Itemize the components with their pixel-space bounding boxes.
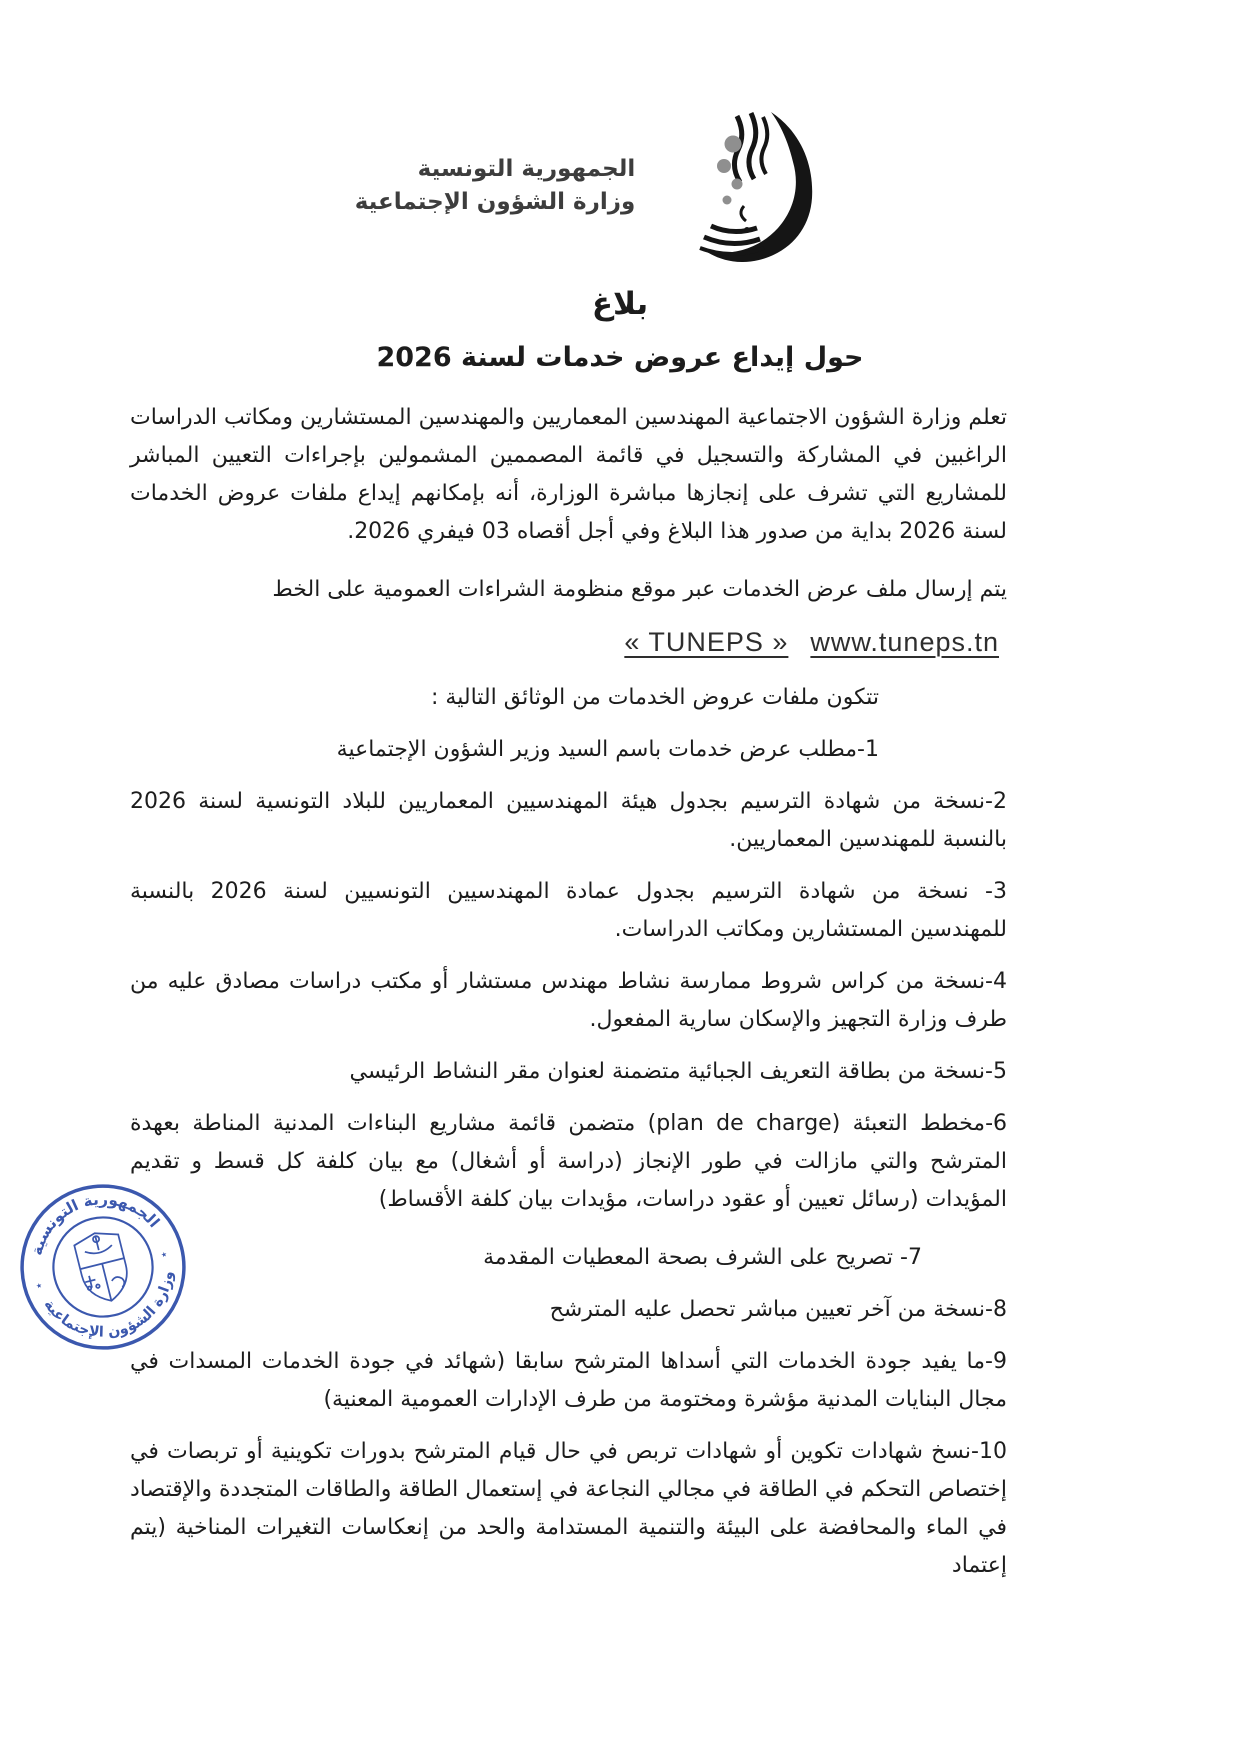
- letterhead-text: [355, 153, 636, 219]
- doc-item-10: 10-نسخ شهادات تكوين أو شهادات تربص في حال قيام المترشح بدورات تكوينية أو تربصات في إختصاص التحكم في الطاقة في مجالي النجاعة في إستعمال الطاقة والطاقات المتجددة والإقتصاد في الماء والمحافضة على البيئة والتنمية المستدامة والحد من إنعكاسات التغيرات المناخية (يتم إعتماد: [129, 1439, 1007, 1578]
- doc-item-3: 3- نسخة من شهادة الترسيم بجدول عمادة المهندسيين التونسيين لسنة 2026 بالنسبة للمهندسين المستشارين ومكاتب الدراسات.: [130, 879, 1007, 942]
- tuneps-url: www.tuneps.tn: [810, 627, 999, 657]
- ministry-name: وزارة الشؤون الإجتماعية: [354, 189, 636, 215]
- intro-paragraph: تعلم وزارة الشؤون الاجتماعية المهندسين المعماريين والمهندسين المستشارين ومكاتب الدراسات الراغبين في المشاركة والتسجيل في قائمة المصممين المشمولين بإجراءات التعيين المباشر للمشاريع التي تشرف على إنجازها مباشرة الوزارة، أنه بإمكانهم إيداع ملفات عروض الخدمات لسنة 2026 بداية من صدور هذا البلاغ وفي أجل أقصاه 03 فيفري 2026.: [130, 405, 1007, 544]
- tuneps-label: « TUNEPS »: [624, 627, 789, 657]
- document-body: [0, 399, 1240, 1585]
- submission-line: يتم إرسال ملف عرض الخدمات عبر موقع منظومة الشراءات العمومية على الخط: [272, 577, 1007, 602]
- tuneps-line: [130, 623, 999, 661]
- documents-intro: تتكون ملفات عروض الخدمات من الوثائق التالية :: [431, 685, 879, 710]
- stamp-star-right: ٭: [159, 1247, 169, 1262]
- page-title: بلاغ: [591, 286, 649, 322]
- doc-item-4: 4-نسخة من كراس شروط ممارسة نشاط مهندس مستشار أو مكتب دراسات مصادق عليه من طرف وزارة التجهيز والإسكان سارية المفعول.: [130, 969, 1007, 1032]
- republic-name: الجمهورية التونسية: [417, 156, 636, 182]
- page-subtitle: حول إيداع عروض خدمات لسنة 2026: [376, 342, 864, 373]
- stamp-bottom-text: وزارة الشؤون الإجتماعية: [40, 1270, 177, 1341]
- ministry-emblem-icon: [641, 110, 817, 262]
- stamp-top-text: الجمهورية التونسية: [27, 1190, 164, 1258]
- doc-item-2: 2-نسخة من شهادة الترسيم بجدول هيئة المهندسيين المعماريين للبلاد التونسية لسنة 2026 بالنسبة للمهندسين المعماريين.: [130, 789, 1007, 852]
- letterhead: [0, 110, 1206, 262]
- stamp-star-left: ٭: [34, 1278, 44, 1293]
- doc-item-1: 1-مطلب عرض خدمات باسم السيد وزير الشؤون الإجتماعية: [336, 737, 879, 762]
- doc-item-6: 6-مخطط التعبئة (plan de charge) متضمن قائمة مشاريع البناءات المدنية المناطة بعهدة المترشح والتي مازالت في طور الإنجاز (دراسة أو أشغال) مع بيان كلفة كل قسط و تقديم المؤيدات (رسائل تعيين أو عقود دراسات، مؤيدات بيان كلفة الأقساط): [130, 1111, 1008, 1212]
- doc-item-7: 7- تصريح على الشرف بصحة المعطيات المقدمة: [483, 1245, 922, 1270]
- doc-item-8: 8-نسخة من آخر تعيين مباشر تحصل عليه المترشح: [549, 1297, 1007, 1322]
- doc-item-5: 5-نسخة من بطاقة التعريف الجبائية متضمنة لعنوان مقر النشاط الرئيسي: [349, 1059, 1007, 1084]
- doc-item-9: 9-ما يفيد جودة الخدمات التي أسداها المترشح سابقا (شهائد في جودة الخدمات المسدات في مجال البنايات المدنية مؤشرة ومختومة من طرف الإدارات العمومية المعنية): [130, 1349, 1007, 1412]
